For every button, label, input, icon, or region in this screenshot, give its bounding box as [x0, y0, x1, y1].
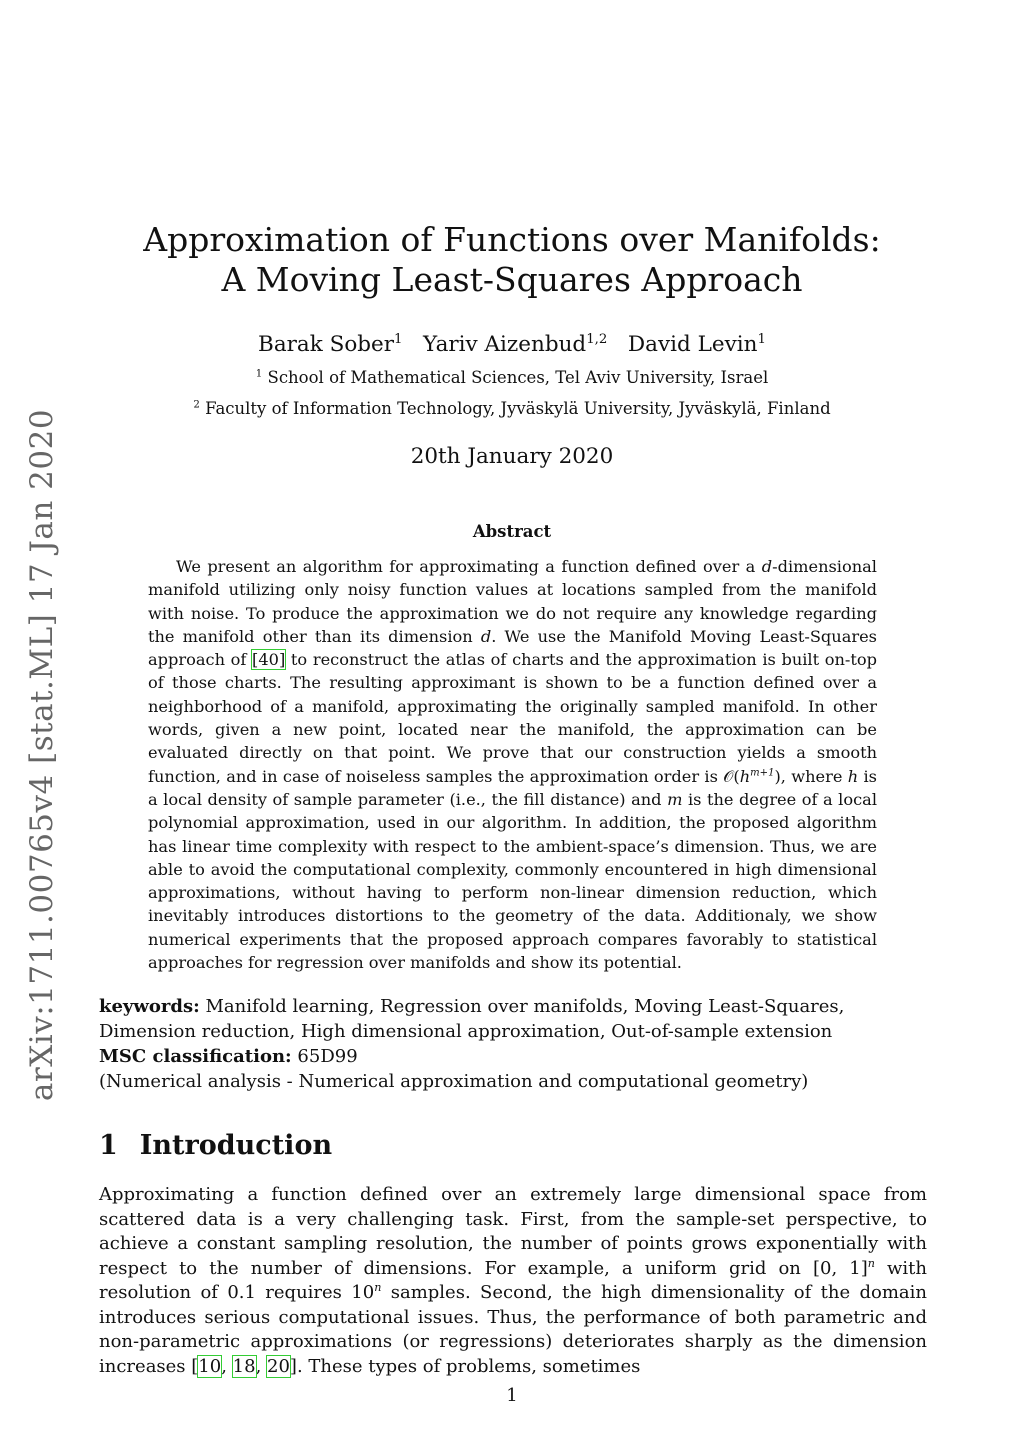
affiliation-1: [0, 368, 1024, 387]
abstract-text: . We use the Manifold Moving Least-Squares approach of: [148, 626, 877, 670]
msc-classification: [99, 1044, 927, 1069]
intro-paragraph: [99, 1183, 927, 1379]
citation-separator: ,: [255, 1355, 268, 1377]
keywords: [99, 994, 927, 1044]
math-big-o: 𝒪(: [723, 766, 740, 786]
abstract-text: is a local density of sample parameter (i.e., the fill distance) and: [148, 766, 877, 809]
abstract-text: We present an algorithm for approximating a function defined over a: [176, 557, 762, 576]
math-exponent: m+1: [750, 767, 775, 779]
intro-text: ]. These types of problems, sometimes: [289, 1355, 641, 1377]
citation-link-10[interactable]: 10: [198, 1355, 222, 1377]
section-title: Introduction: [139, 1130, 333, 1161]
citation-link-40[interactable]: [40]: [252, 650, 286, 670]
msc-description: (Numerical analysis - Numerical approximation and computational geometry): [99, 1071, 809, 1092]
section-heading-introduction: [99, 1130, 332, 1161]
author-levin-affil: 1: [757, 331, 766, 347]
intro-text: Approximating a function defined over an extremely large dimensional space from scattered data is a very challenging task. First, from the sample-set perspective, to achieve a constant sampling resolution, the number of points grows exponentially with respect to the number of dimensions. For example, a uniform grid on [0, 1]: [99, 1184, 927, 1279]
msc-label: MSC classification:: [99, 1046, 292, 1067]
author-sober-affil: 1: [394, 331, 403, 347]
intro-text: with resolution of 0.1 requires 10: [99, 1257, 927, 1303]
affiliation-1-marker: 1: [255, 368, 263, 380]
citation-link-20[interactable]: 20: [267, 1355, 290, 1377]
math-d: d: [480, 626, 492, 646]
math-h: h: [739, 766, 751, 786]
citation-link-18[interactable]: 18: [232, 1355, 256, 1377]
abstract-body: [148, 555, 877, 974]
title-line-1: Approximation of Functions over Manifolds:: [143, 220, 881, 259]
section-number: 1: [99, 1130, 118, 1161]
affiliation-2: [0, 399, 1024, 418]
abstract-heading: Abstract: [472, 522, 552, 541]
page-number: 1: [506, 1385, 518, 1406]
affiliation-2-marker: 2: [193, 399, 200, 411]
paper-title: [0, 220, 1024, 300]
msc-code: 65D99: [291, 1046, 358, 1067]
math-d: d: [761, 557, 773, 576]
math-order: [723, 767, 781, 786]
affiliation-2-text: Faculty of Information Technology, Jyväskylä University, Jyväskylä, Finland: [205, 399, 831, 418]
author-aizenbud: Yariv Aizenbud: [423, 332, 587, 357]
math-n: n: [867, 1256, 875, 1270]
intro-text: samples. Second, the high dimensionality of the domain introduces serious computational issues. Thus, the performance of both parametric and non-parametric approximations (or regressions) deteriorates sharply as the dimension increases [: [99, 1282, 927, 1377]
arxiv-id: arXiv:1711.00765v4 [stat.ML] 17 Jan 2020: [24, 408, 60, 1102]
affiliation-1-text: School of Mathematical Sciences, Tel Aviv University, Israel: [267, 368, 769, 387]
math-m: m: [667, 789, 683, 809]
keywords-block: [99, 994, 927, 1094]
author-sober: Barak Sober: [258, 332, 395, 357]
math-h: h: [847, 766, 859, 786]
author-aizenbud-affil: 1,2: [586, 331, 608, 347]
abstract-text: -dimensional manifold utilizing only noisy function values at locations sampled from the manifold with noise. To produce the approximation we do not require any knowledge regarding the manifold other than its dimension: [148, 557, 877, 646]
abstract-text: is the degree of a local polynomial approximation, used in our algorithm. In addition, the proposed algorithm has linear time complexity with respect to the ambient-space’s dimension. Thus, we are able to avoid the computational complexity, commonly encountered in high dimensional approximations, without having to perform non-linear dimension reduction, which inevitably introduces distortions to the geometry of the data. Additionaly, we show numerical experiments that the proposed approach compares favorably to statistical approaches for regression over manifolds and show its potential.: [148, 789, 877, 973]
math-paren: ): [774, 766, 781, 786]
author-list: [0, 332, 1024, 357]
title-line-2: A Moving Least-Squares Approach: [221, 260, 803, 299]
abstract-text: to reconstruct the atlas of charts and the approximation is built on-top of those charts. The resulting approximant is shown to be a function defined over a neighborhood of a manifold, approximating the originally sampled manifold. In other words, given a new point, located near the manifold, the approximation can be evaluated directly on that point. We prove that our construction yields a smooth function, and in case of noiseless samples the approximation order is: [148, 650, 878, 786]
author-levin: David Levin: [627, 332, 758, 357]
paper-date: 20th January 2020: [410, 444, 614, 469]
abstract-text: , where: [780, 766, 848, 786]
math-n: n: [374, 1281, 382, 1294]
citation-separator: ,: [221, 1355, 233, 1377]
keywords-label: keywords:: [99, 996, 200, 1017]
keywords-text: Manifold learning, Regression over manifolds, Moving Least-Squares, Dimension reduction, High dimensional approximation, Out-of-sample extension: [99, 996, 845, 1042]
